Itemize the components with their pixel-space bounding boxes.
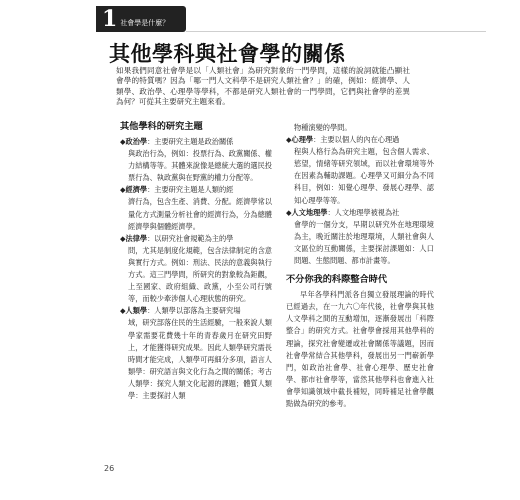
entry-text: 濟行為，包含生產、消費、分配。經濟學常以量化方式測量分析社會的經濟行為，分為總體經濟學與個體經濟學。: [128, 197, 272, 231]
entry-text-first: ：以研究社會規範為主的學: [147, 233, 234, 243]
page-title: 其他學科與社會學的關係: [109, 42, 346, 66]
entry-political-science: [120, 136, 272, 184]
chapter-tab: [96, 6, 186, 32]
right-column: [286, 122, 434, 410]
chapter-title: 社會學是什麼？: [120, 19, 170, 27]
diamond-bullet-icon: ◆: [286, 207, 292, 217]
interdisciplinary-paragraph: 早年各學科門派各自獨立發展理論的時代已經過去，在一九六〇年代後，社會學與其他人文學科之間的互動增加，逐漸發展出「科際整合」的研究方式。社會學會採用其他學科的理論，探究社會變遷或社會關係等議題，因而社會學常結合其他學科，發展出另一門嶄新學門，如政治社會學、社會心理學、歷史社會學、都市社會學等，當然其他學科也會進入社會學知識領域中截長補短，同時補足社會學觀點做為研究的參考。: [286, 290, 434, 408]
entry-label: 人類學: [125, 306, 148, 316]
left-column: [120, 120, 272, 402]
entry-label: 政治學: [125, 137, 148, 146]
intro-paragraph: 如果我們同意社會學是以「人類社會」為研究對象的一門學問，這樣的說詞就能凸顯社會學的特質嗎？因為「哪一門人文科學不是研究人類社會？」的確，例如：經濟學、人類學、政治學、心理學等學科，不都是研究人類社會的一門學問，它們與社會學的差異為何？可從其主要研究主題來看。: [116, 66, 410, 107]
entry-text: 程與人格行為為研究主題，包含個人需求、慾望，情緒等研究領域，而以社會環境等外在因素為輔助課題。心理學又可細分為不同科目，例如：知覺心理學、發展心理學、認知心理學等等。: [294, 147, 434, 205]
section-title-interdisciplinary: 不分你我的科際整合時代: [286, 274, 388, 286]
entry-label: 人文地理學: [291, 207, 328, 217]
entry-text-first: ：人類學以部落為主要研究場: [147, 306, 241, 316]
entry-text: 域，研究部落住民的生活經驗，一般來說人類學家需要花費幾十年的青春歲月在研究田野上，才能獲得研究成果。因此人類學研究需長時間才能完成，人類學可再細分多項，語言人類學：研究語言與文化行為之間的關係；考古人類學：探究人類文化起源的課題；體質人類學：主要探討人類: [128, 318, 272, 400]
entry-text: 與政治行為，例如：投票行為、政黨關係、權力結構等等。其體來說像是總統大選的選民投票行為、執政黨與在野黨的權力分配等。: [128, 149, 272, 183]
entry-text-first: ：主要以個人的內在心理過: [313, 135, 400, 145]
entry-label: 心理學: [291, 135, 314, 145]
carryover-text: 物種演變的學問。: [294, 123, 352, 132]
entry-text-first: ：主要研究主題是政治關係: [147, 137, 234, 146]
chapter-number: 1: [102, 6, 118, 32]
entry-law: [120, 233, 272, 306]
entry-text-first: ：主要研究主題是人類的經: [147, 185, 234, 195]
entry-human-geography: [286, 207, 434, 267]
entry-text: 會學的一個分支，早期以研究外在地理環境為主，晚近關注於地理環境，人類社會與人文區位的互動關係，主要探討課題如：人口問題、生態問題、都市計畫等。: [294, 219, 434, 266]
entry-text: 問，尤其是制度化規範，包含法律制定的含意與實行方式。例如：刑法、民法的意義與執行方式。這三門學問，所研究的對象較為鉅觀，上至國家、政府組織、政黨，小至公司行號等，而較少牽涉個人心理狀態的研究。: [128, 245, 272, 304]
diamond-bullet-icon: ◆: [120, 233, 126, 243]
diamond-bullet-icon: ◆: [120, 185, 126, 195]
entry-text-first: ：人文地理學被視為社: [327, 207, 400, 217]
entry-label: 法律學: [125, 233, 148, 243]
entry-label: 經濟學: [125, 185, 148, 195]
page-number: 26: [104, 464, 115, 473]
entry-economics: [120, 184, 272, 232]
diamond-bullet-icon: ◆: [286, 135, 292, 145]
entry-psychology: [286, 134, 434, 207]
section-title-research-topics: 其他學科的研究主題: [120, 121, 203, 132]
diamond-bullet-icon: ◆: [120, 137, 126, 146]
header-rule: [186, 31, 486, 32]
entry-anthropology: [120, 305, 272, 402]
diamond-bullet-icon: ◆: [120, 306, 126, 316]
